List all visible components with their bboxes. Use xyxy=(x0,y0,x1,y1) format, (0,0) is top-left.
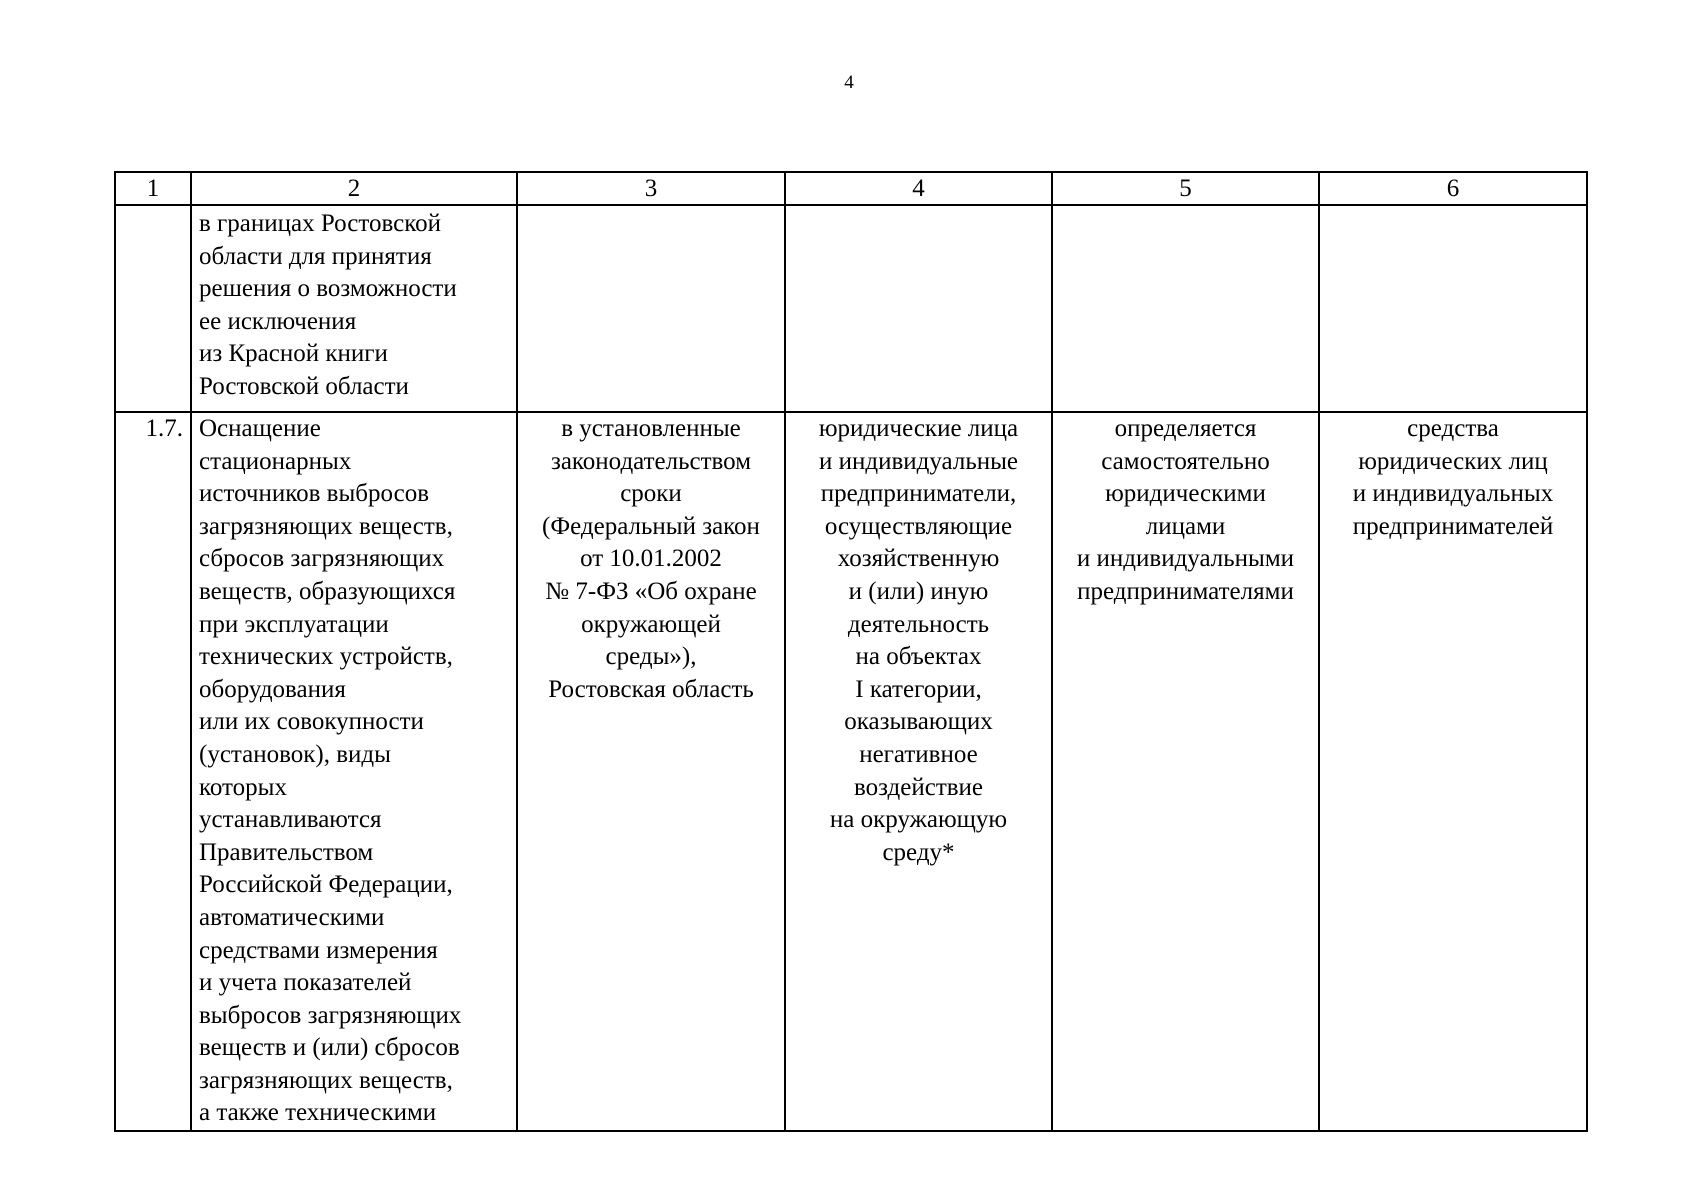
text-line: при эксплуатации xyxy=(199,610,389,638)
text-line: самостоятельно xyxy=(1101,447,1270,475)
text-line: предпринимателей xyxy=(1352,512,1554,540)
table-row-1-7 xyxy=(115,412,1587,1131)
text-line: стационарных xyxy=(199,447,352,475)
document-table xyxy=(114,171,1588,1132)
text-line: юридические лица xyxy=(818,415,1019,442)
text-line: выбросов загрязняющих xyxy=(199,1001,462,1029)
text-line: Оснащение xyxy=(199,415,321,442)
text-line: от 10.01.2002 xyxy=(580,545,722,573)
text-line: лицами xyxy=(1145,512,1226,540)
column-number-3: 3 xyxy=(517,172,785,205)
measure-description-cell xyxy=(191,412,517,1131)
text-line: а также техническими xyxy=(199,1099,437,1127)
text-line: юридическими xyxy=(1105,480,1266,508)
text-line: окружающей xyxy=(581,610,721,638)
text-line: технических устройств, xyxy=(199,643,453,671)
text-line: среду* xyxy=(882,838,955,866)
text-line: I категории, xyxy=(855,675,982,703)
text-line: или их совокупности xyxy=(199,708,424,736)
row-number-cell: 1.7. xyxy=(115,412,191,1131)
text-line: на окружающую xyxy=(829,806,1008,834)
text-line: Правительством xyxy=(199,838,374,866)
text-line: деятельность xyxy=(847,610,990,638)
text-line: и (или) иную xyxy=(848,577,989,605)
text-line: № 7-ФЗ «Об охране xyxy=(545,577,757,605)
responsible-cell xyxy=(785,412,1052,1131)
text-line: негативное xyxy=(859,740,978,768)
text-line: области для принятия xyxy=(199,242,432,270)
text-line: на объектах xyxy=(855,643,982,671)
text-line: веществ, образующихся xyxy=(199,577,456,605)
text-line: в границах Ростовской xyxy=(199,210,441,237)
measure-description-cell xyxy=(191,205,517,412)
text-line: устанавливаются xyxy=(199,806,382,834)
text-line: воздействие xyxy=(853,773,984,801)
text-line: среды»), xyxy=(605,643,697,671)
text-line: (Федеральный закон xyxy=(542,512,760,540)
text-line: в установленные xyxy=(561,415,741,442)
text-line: средствами измерения xyxy=(199,936,438,964)
column-number-4: 4 xyxy=(785,172,1052,205)
text-line: веществ и (или) сбросов xyxy=(199,1034,460,1062)
text-line: загрязняющих веществ, xyxy=(199,512,453,540)
text-line: юридических лиц xyxy=(1358,447,1548,475)
deadline-cell xyxy=(517,412,785,1131)
text-line: которых xyxy=(199,773,287,801)
text-line: автоматическими xyxy=(199,903,385,931)
text-line: из Красной книги xyxy=(199,340,388,368)
text-line: и индивидуальными xyxy=(1076,545,1295,573)
text-line: Российской Федерации, xyxy=(199,871,453,899)
text-line: законодательством xyxy=(550,447,752,475)
text-line: (установок), виды xyxy=(199,740,391,768)
deadline-cell xyxy=(517,205,785,412)
responsible-cell xyxy=(785,205,1052,412)
column-number-5: 5 xyxy=(1052,172,1319,205)
text-line: источников выбросов xyxy=(199,480,430,508)
text-line: Ростовская область xyxy=(548,675,754,703)
page-number: 4 xyxy=(844,72,854,93)
row-number-cell xyxy=(115,205,191,412)
text-line: предприниматели, xyxy=(820,480,1017,508)
column-number-1: 1 xyxy=(115,172,191,205)
text-line: оборудования xyxy=(199,675,346,703)
column-number-2: 2 xyxy=(191,172,517,205)
text-line: предпринимателями xyxy=(1077,577,1294,605)
cost-cell xyxy=(1052,205,1319,412)
text-line: средства xyxy=(1407,415,1499,442)
text-line: и учета показателей xyxy=(199,969,412,997)
text-line: осуществляющие xyxy=(824,512,1013,540)
text-line: оказывающих xyxy=(844,708,993,736)
column-number-6: 6 xyxy=(1319,172,1587,205)
text-line: определяется xyxy=(1114,415,1257,442)
text-line: загрязняющих веществ, xyxy=(199,1066,453,1094)
table-header-row xyxy=(115,172,1587,205)
text-line: решения о возможности xyxy=(199,275,457,303)
text-line: Ростовской области xyxy=(199,372,409,400)
cost-cell xyxy=(1052,412,1319,1131)
text-line: и индивидуальные xyxy=(818,447,1019,475)
text-line: ее исключения xyxy=(199,307,357,335)
funding-source-cell xyxy=(1319,205,1587,412)
table-row-continuation xyxy=(115,205,1587,412)
funding-source-cell xyxy=(1319,412,1587,1131)
text-line: и индивидуальных xyxy=(1352,480,1554,508)
text-line: сроки xyxy=(620,480,682,508)
text-line: сбросов загрязняющих xyxy=(199,545,445,573)
text-line: хозяйственную xyxy=(837,545,1000,573)
